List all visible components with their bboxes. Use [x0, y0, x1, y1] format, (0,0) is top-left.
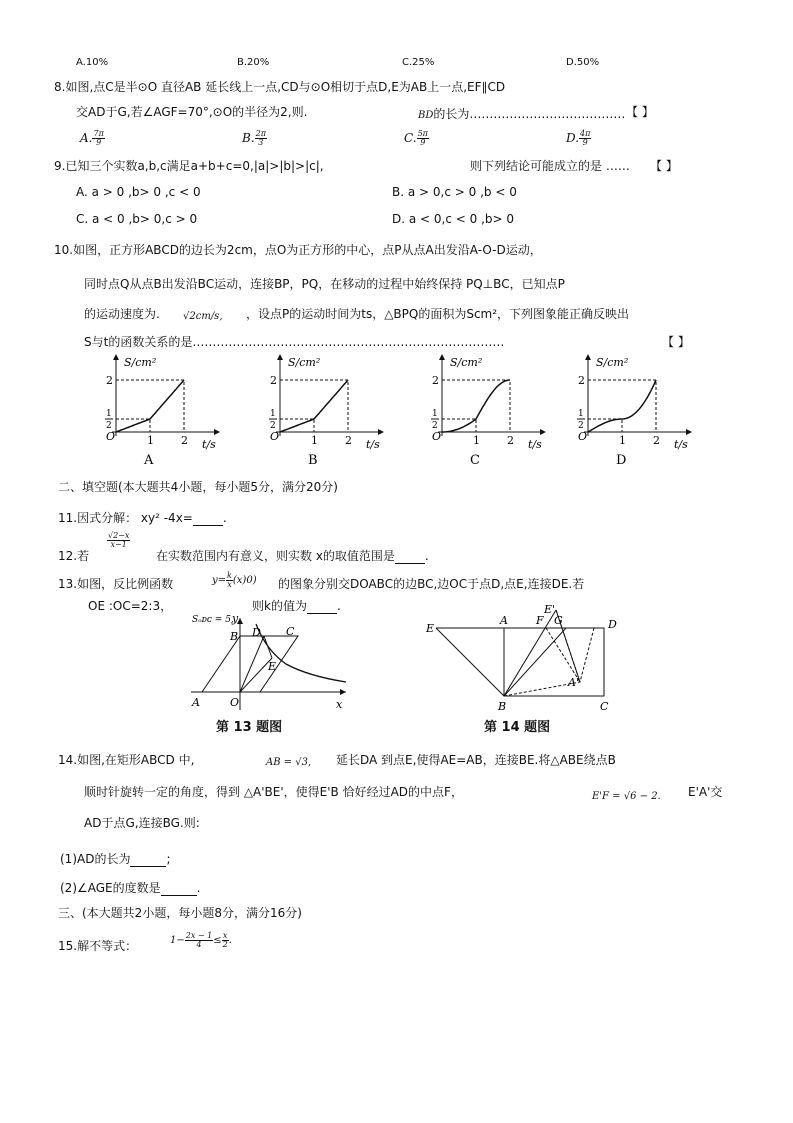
- q7-option-a: A.10%: [76, 57, 109, 68]
- q10-line3a: 的运动速度为.: [84, 307, 160, 321]
- q14-line2b: E'A'交: [688, 785, 723, 799]
- fig13-label-c: C: [286, 625, 295, 638]
- graph-A-s-arrow: [113, 354, 119, 360]
- figure-13: [186, 610, 356, 730]
- q9-bracket: 【 】: [650, 159, 678, 173]
- graph-A-yhalf-d: 2: [106, 421, 112, 431]
- q12-fraction: $\frac{√2-x}{x-1}$: [108, 531, 130, 549]
- graph-A-xlabel: t/s: [202, 438, 216, 451]
- graph-D-guide-1: [588, 419, 622, 432]
- fig13-caption: 第 13 题图: [216, 720, 283, 735]
- graph-D-x2: 2: [653, 434, 660, 447]
- q13-line2b: 则k的值为 .: [252, 599, 341, 613]
- section-2-heading: 二、填空题(本大题共4小题，每小题5分，满分20分): [58, 480, 338, 494]
- graph-D-y2: 2: [578, 374, 585, 387]
- graph-C-guide-1: [442, 419, 476, 432]
- fig14-dash: [580, 628, 594, 682]
- fig14-label-c: C: [600, 700, 609, 713]
- fig14-be-prime: [504, 610, 556, 696]
- graph-D-s-arrow: [585, 354, 591, 360]
- q10-line4: S与t的函数关系的是……………………………………………………………………: [84, 335, 505, 349]
- fig13-hyperbola: [256, 624, 346, 682]
- q10-line3b: ，设点P的运动时间为ts，△BPQ的面积为Scm²，下列图象能正确反映出: [246, 307, 630, 321]
- graph-D-x1: 1: [619, 434, 626, 447]
- graph-D-yhalf-d: 2: [578, 421, 584, 431]
- fig14-label-e-prime: E': [544, 604, 556, 616]
- graph-B-s-arrow: [277, 354, 283, 360]
- fig14-caption: 第 14 题图: [484, 720, 551, 735]
- graph-A-guide-2: [116, 380, 184, 432]
- graph-D-name: D: [616, 453, 627, 468]
- q9-option-d: D. a < 0,c < 0 ,b> 0: [392, 212, 515, 226]
- graph-A-y2: 2: [106, 374, 113, 387]
- q10-graphs: [0, 352, 793, 472]
- graph-B-guide-2: [280, 380, 348, 432]
- q8-option-c: C. $\frac{5\pi}{9}$: [404, 129, 428, 147]
- fig14-label-b: B: [498, 700, 507, 713]
- q10-line1: 10.如图，正方形ABCD的边长为2cm，点O为正方形的中心，点P从点A出发沿A-O-D运动，: [54, 243, 542, 257]
- q14-ab: AB = √3,: [266, 757, 312, 768]
- graph-D-ylabel: S/cm²: [596, 356, 629, 369]
- graph-C-x2: 2: [507, 434, 514, 447]
- graph-B-origin: O: [270, 430, 280, 443]
- graph-B-xlabel: t/s: [366, 438, 380, 451]
- fig14-label-g: G: [554, 614, 563, 627]
- graph-C-curve: [442, 380, 510, 432]
- q8-option-d: D. $\frac{4\pi}{9}$: [566, 129, 591, 147]
- q15-text: 15.解不等式：: [58, 939, 138, 953]
- graph-D-curve: [588, 380, 656, 432]
- fig14-label-d: D: [608, 618, 617, 631]
- q9-option-b: B. a > 0,c > 0 ,b < 0: [392, 185, 517, 199]
- q10-speed: √2cm/s,: [183, 311, 223, 322]
- fig13-parallelogram: [202, 636, 298, 692]
- q9-line1: 9.已知三个实数a,b,c满足a+b+c=0,|a|>|b|>|c|,: [54, 159, 324, 173]
- q12-pre: 12.若: [58, 549, 90, 563]
- fig13-label-e: E: [268, 660, 277, 673]
- q14-line1a: 14.如图,在矩形ABCD 中,: [58, 753, 195, 767]
- q10-bracket: 【 】: [662, 335, 690, 349]
- fig14-label-a: A: [500, 614, 508, 627]
- fig14-eb: [436, 628, 504, 696]
- graph-B-x2: 2: [345, 434, 352, 447]
- fig13-label-d: D: [252, 626, 261, 639]
- graph-C-yhalf-n: 1: [432, 409, 438, 419]
- graph-B-yhalf-n: 1: [270, 409, 276, 419]
- q12-blank: [395, 551, 425, 564]
- graph-A-x2: 2: [181, 434, 188, 447]
- q13-function: y= $\frac{k}{x}$ (x)0): [212, 571, 257, 589]
- q12-post: 在实数范围内有意义，则实数 x的取值范围是 .: [156, 549, 429, 563]
- graph-D-yhalf-n: 1: [578, 409, 584, 419]
- q10-line2: 同时点Q从点B出发沿BC运动，连接BP，PQ，在移动的过程中始终保持 PQ⊥BC，已知点P: [84, 277, 565, 291]
- fig13-label-b: B: [230, 630, 239, 643]
- fig13-od: [240, 636, 264, 692]
- fig13-label-x: x: [336, 698, 343, 711]
- graph-B-x1: 1: [311, 434, 318, 447]
- q14-part2: (2)∠AGE的度数是 .: [60, 881, 201, 895]
- q14-part1-blank: [130, 854, 166, 867]
- q13-pre: 13.如图，反比例函数: [58, 577, 174, 591]
- graph-D-t-arrow: [686, 429, 692, 435]
- figure-14: [424, 604, 624, 716]
- q14-part1: (1)AD的长为 ;: [60, 852, 171, 866]
- q9-option-a: A. a > 0 ,b> 0 ,c < 0: [76, 185, 201, 199]
- graph-A-origin: O: [106, 430, 116, 443]
- q8-line2: 交AD于G,若∠AGF=70°,⊙O的半径为2,则.: [76, 105, 308, 119]
- graph-C-t-arrow: [540, 429, 546, 435]
- q9-line1b: 则下列结论可能成立的是 ……: [470, 159, 630, 173]
- graph-C-x1: 1: [473, 434, 480, 447]
- graph-B-t-arrow: [378, 429, 384, 435]
- q14-line2a: 顺时针旋转一定的角度，得到 △A'BE'，使得E'B 恰好经过AD的中点F，: [84, 785, 463, 799]
- q13-line2a: OE :OC=2:3，: [88, 599, 173, 613]
- fig14-bg: [504, 628, 566, 696]
- fig13-label-y: y: [232, 612, 239, 625]
- fig13-x-arrow: [340, 689, 346, 695]
- section-3-heading: 三、(本大题共2小题，每小题8分，满分16分): [58, 906, 302, 920]
- q8-line2b: 的长为…………………………………: [433, 107, 626, 121]
- q7-option-b: B.20%: [237, 57, 270, 68]
- graph-C-name: C: [470, 453, 480, 468]
- graph-A-x1: 1: [147, 434, 154, 447]
- graph-B-name: B: [308, 453, 318, 468]
- fig14-label-e: E: [426, 622, 435, 635]
- graph-C-s-arrow: [439, 354, 445, 360]
- graph-A-ylabel: S/cm²: [124, 356, 157, 369]
- graph-B-ylabel: S/cm²: [288, 356, 321, 369]
- fig14-label-f: F: [536, 614, 544, 627]
- q11: 11.因式分解： xy² -4x= .: [58, 511, 227, 525]
- graph-A-name: A: [144, 453, 154, 468]
- graph-D-xlabel: t/s: [674, 438, 688, 451]
- q15-inequality: 1− $\frac{2x - 1}{4}$ ≤ $\frac{x}{2}$ .: [170, 931, 232, 949]
- q8-option-b: B. $\frac{2\pi}{3}$: [242, 129, 266, 147]
- q8-line1: 8.如图,点C是半⊙O 直径AB 延长线上一点,CD与⊙O相切于点D,E为AB上一点,EF∥CD: [54, 80, 506, 94]
- q8-bracket: 【 】: [626, 105, 654, 119]
- graph-C-xlabel: t/s: [528, 438, 542, 451]
- q8-option-a: A. $\frac{7\pi}{9}$: [80, 129, 104, 147]
- arc-bd: BD: [418, 110, 434, 121]
- fig14-label-a-prime: A': [568, 676, 579, 689]
- fig14-dash2: [546, 628, 580, 682]
- graph-A-t-arrow: [214, 429, 220, 435]
- q13-post: 的图象分别交DOABC的边BC,边OC于点D,点E,连接DE.若: [278, 577, 585, 591]
- fig13-label-o: O: [230, 696, 240, 709]
- q7-option-c: C.25%: [402, 57, 435, 68]
- graph-A-yhalf-n: 1: [106, 409, 112, 419]
- graph-B-y2: 2: [270, 374, 277, 387]
- q14-ef: E'F = √6 − 2.: [592, 791, 661, 802]
- fig14-rectangle: [504, 628, 604, 696]
- q7-option-d: D.50%: [566, 57, 600, 68]
- fig13-label-a: A: [192, 696, 200, 709]
- q11-blank: [193, 513, 223, 526]
- q14-line1b: 延长DA 到点E,使得AE=AB，连接BE.将△ABE绕点B: [336, 753, 616, 767]
- graph-B-curve: [280, 380, 348, 432]
- graph-D-guide-2: [588, 380, 656, 432]
- graph-B-yhalf-d: 2: [270, 421, 276, 431]
- q8-arc-label: [418, 106, 625, 124]
- graph-C-ylabel: S/cm²: [450, 356, 483, 369]
- fig13-sodc: Sₒᴅᴄ = 5,: [192, 615, 234, 625]
- q9-option-c: C. a < 0 ,b> 0,c > 0: [76, 212, 198, 226]
- graph-C-guide-2: [442, 380, 510, 432]
- graph-C-y2: 2: [432, 374, 439, 387]
- graph-A-curve: [116, 380, 184, 432]
- graph-C-yhalf-d: 2: [432, 421, 438, 431]
- graph-C-origin: O: [432, 430, 442, 443]
- q14-line3: AD于点G,连接BG.则:: [84, 816, 200, 830]
- q14-part2-blank: [161, 883, 197, 896]
- graph-D-origin: O: [578, 430, 588, 443]
